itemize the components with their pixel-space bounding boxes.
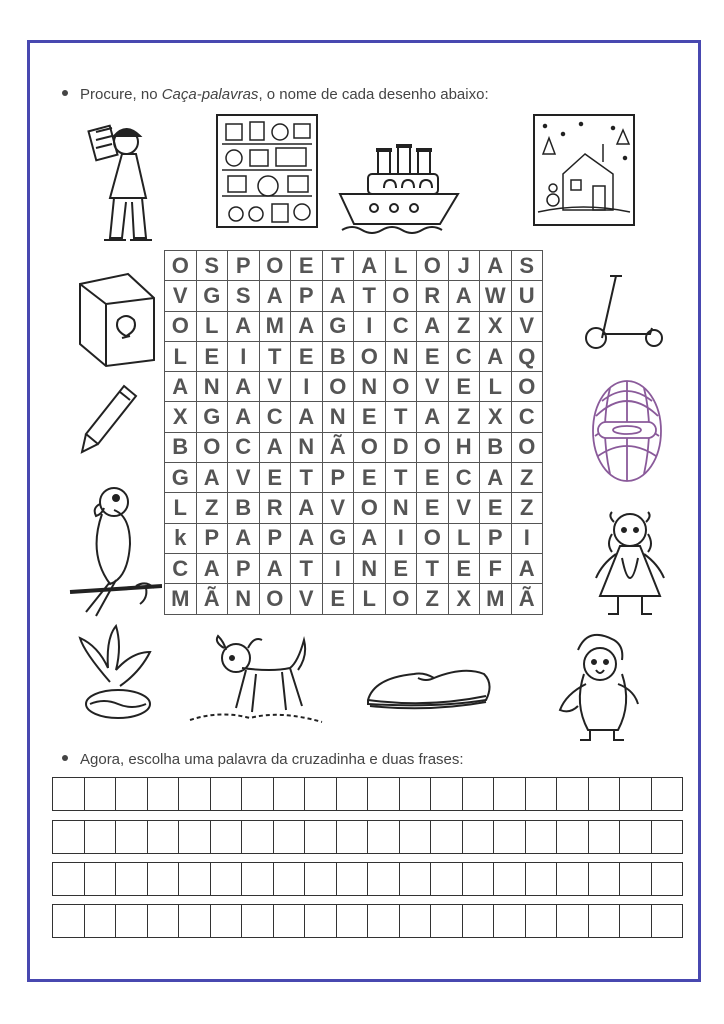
grid-cell[interactable]: E [480, 493, 512, 523]
writing-cell[interactable] [85, 905, 117, 937]
yarn-ball-icon [590, 376, 664, 486]
grid-cell[interactable]: Z [511, 463, 543, 493]
grid-cell[interactable]: C [511, 402, 543, 432]
grid-row [165, 251, 543, 281]
writing-cell[interactable] [305, 778, 337, 810]
grid-cell[interactable]: B [228, 493, 260, 523]
grid-cell[interactable]: A [291, 402, 323, 432]
bullet-icon [62, 755, 68, 761]
grid-cell[interactable]: O [417, 432, 449, 462]
grid-cell[interactable]: O [385, 372, 417, 402]
grid-cell[interactable]: A [291, 523, 323, 553]
writing-cell[interactable] [116, 863, 148, 895]
writing-cell[interactable] [53, 778, 85, 810]
writing-cell[interactable] [337, 905, 369, 937]
grid-cell[interactable]: T [291, 463, 323, 493]
writing-cell[interactable] [242, 905, 274, 937]
grid-cell[interactable]: E [291, 251, 323, 281]
writing-cell[interactable] [463, 905, 495, 937]
writing-row[interactable] [52, 862, 683, 896]
grid-cell[interactable]: O [165, 251, 197, 281]
writing-cell[interactable] [494, 905, 526, 937]
grid-cell[interactable]: C [448, 463, 480, 493]
grid-cell[interactable]: N [354, 372, 386, 402]
writing-cell[interactable] [211, 905, 243, 937]
turnip-icon [68, 624, 160, 726]
pen-icon [80, 382, 140, 456]
writing-cell[interactable] [652, 821, 683, 853]
writing-cell[interactable] [431, 821, 463, 853]
writing-cell[interactable] [368, 821, 400, 853]
grid-cell[interactable]: E [322, 584, 354, 614]
writing-cell[interactable] [652, 863, 683, 895]
writing-cell[interactable] [148, 863, 180, 895]
dog-icon [186, 634, 326, 728]
grid-cell[interactable]: A [511, 553, 543, 583]
writing-cell[interactable] [305, 821, 337, 853]
grid-cell[interactable]: C [259, 402, 291, 432]
grid-cell[interactable]: O [385, 281, 417, 311]
grid-cell[interactable]: O [259, 584, 291, 614]
writing-cell[interactable] [368, 905, 400, 937]
grid-cell[interactable]: Ã [511, 584, 543, 614]
grid-cell[interactable]: D [385, 432, 417, 462]
grid-cell[interactable]: A [322, 281, 354, 311]
grid-cell[interactable]: Z [448, 402, 480, 432]
grid-cell[interactable]: A [165, 372, 197, 402]
grid-row [165, 493, 543, 523]
writing-cell[interactable] [463, 863, 495, 895]
grid-cell[interactable]: V [228, 463, 260, 493]
instruction-write [62, 751, 464, 768]
grid-cell[interactable]: E [417, 493, 449, 523]
grid-cell[interactable]: E [417, 341, 449, 371]
writing-cell[interactable] [116, 778, 148, 810]
grid-cell[interactable]: G [322, 311, 354, 341]
grid-row [165, 402, 543, 432]
writing-cell[interactable] [242, 863, 274, 895]
grid-cell[interactable]: A [259, 281, 291, 311]
writing-cell[interactable] [53, 821, 85, 853]
grid-cell[interactable]: M [480, 584, 512, 614]
grid-row [165, 341, 543, 371]
writing-cell[interactable] [274, 905, 306, 937]
grid-cell[interactable]: B [322, 341, 354, 371]
grid-cell[interactable]: E [417, 463, 449, 493]
grid-cell[interactable]: V [511, 311, 543, 341]
newspaper-boy-icon [86, 118, 166, 252]
writing-cell[interactable] [589, 863, 621, 895]
grid-cell[interactable]: S [511, 251, 543, 281]
instruction-text: Agora, escolha uma palavra da cruzadinha e duas frases: [80, 751, 464, 768]
grid-cell[interactable]: A [228, 523, 260, 553]
grid-cell[interactable]: X [480, 311, 512, 341]
grid-cell[interactable]: Z [417, 584, 449, 614]
grid-cell[interactable]: V [291, 584, 323, 614]
grid-cell[interactable]: T [417, 553, 449, 583]
grid-cell[interactable]: E [259, 463, 291, 493]
grid-cell[interactable]: T [291, 553, 323, 583]
grid-cell[interactable]: E [354, 402, 386, 432]
grid-cell[interactable]: B [165, 432, 197, 462]
writing-cell[interactable] [431, 863, 463, 895]
grid-cell[interactable]: C [385, 311, 417, 341]
grid-row [165, 553, 543, 583]
grid-row [165, 372, 543, 402]
writing-cell[interactable] [148, 821, 180, 853]
grid-cell[interactable]: I [385, 523, 417, 553]
grid-cell[interactable]: L [385, 251, 417, 281]
grid-cell[interactable]: O [417, 251, 449, 281]
grid-cell[interactable]: A [259, 432, 291, 462]
grid-cell[interactable]: S [228, 281, 260, 311]
grid-cell[interactable]: O [165, 311, 197, 341]
writing-cell[interactable] [242, 778, 274, 810]
grid-cell[interactable]: O [354, 493, 386, 523]
writing-cell[interactable] [526, 821, 558, 853]
grid-cell[interactable]: I [511, 523, 543, 553]
grid-cell[interactable]: E [196, 341, 228, 371]
instruction-prefix: Procure, no [80, 86, 162, 103]
grid-cell[interactable]: O [511, 372, 543, 402]
grid-cell[interactable]: T [385, 463, 417, 493]
grid-cell[interactable]: Z [196, 493, 228, 523]
shoe-icon [364, 660, 492, 718]
grid-cell[interactable]: A [448, 281, 480, 311]
grid-cell[interactable]: I [354, 311, 386, 341]
grid-cell[interactable]: Z [448, 311, 480, 341]
grid-cell[interactable]: A [417, 402, 449, 432]
dwarf-icon [548, 630, 644, 744]
grid-cell[interactable]: P [196, 523, 228, 553]
grid-cell[interactable]: A [196, 553, 228, 583]
grid-cell[interactable]: Ã [322, 432, 354, 462]
instruction-find-words [62, 86, 489, 103]
writing-row[interactable] [52, 904, 683, 938]
word-search-grid [164, 250, 543, 615]
grid-cell[interactable]: P [480, 523, 512, 553]
grid-cell[interactable]: O [385, 584, 417, 614]
grid-cell[interactable]: G [322, 523, 354, 553]
writing-cell[interactable] [400, 863, 432, 895]
writing-cell[interactable] [179, 821, 211, 853]
grid-cell[interactable]: G [196, 281, 228, 311]
grid-cell[interactable]: N [228, 584, 260, 614]
writing-cell[interactable] [557, 821, 589, 853]
grid-cell[interactable]: N [196, 372, 228, 402]
grid-cell[interactable]: M [165, 584, 197, 614]
grid-cell[interactable]: A [354, 251, 386, 281]
writing-cell[interactable] [274, 863, 306, 895]
grid-cell[interactable]: k [165, 523, 197, 553]
writing-cell[interactable] [526, 778, 558, 810]
doll-icon [590, 508, 670, 624]
writing-cell[interactable] [557, 863, 589, 895]
grid-cell[interactable]: M [259, 311, 291, 341]
grid-cell[interactable]: V [322, 493, 354, 523]
writing-cell[interactable] [368, 863, 400, 895]
grid-cell[interactable]: X [448, 584, 480, 614]
grid-row [165, 463, 543, 493]
grid-cell[interactable]: I [322, 553, 354, 583]
grid-cell[interactable]: A [228, 372, 260, 402]
grid-cell[interactable]: B [480, 432, 512, 462]
grid-row [165, 432, 543, 462]
grid-cell[interactable]: E [385, 553, 417, 583]
writing-cell[interactable] [148, 778, 180, 810]
grid-cell[interactable]: A [480, 251, 512, 281]
grid-cell[interactable]: V [165, 281, 197, 311]
writing-cell[interactable] [652, 905, 683, 937]
writing-cell[interactable] [305, 905, 337, 937]
toy-store-icon [216, 114, 318, 228]
writing-cell[interactable] [494, 863, 526, 895]
writing-cell[interactable] [557, 778, 589, 810]
writing-cell[interactable] [242, 821, 274, 853]
grid-cell[interactable]: C [448, 341, 480, 371]
writing-cell[interactable] [305, 863, 337, 895]
grid-cell[interactable]: C [165, 553, 197, 583]
grid-cell[interactable]: O [354, 432, 386, 462]
writing-cell[interactable] [274, 778, 306, 810]
grid-cell[interactable]: C [228, 432, 260, 462]
grid-cell[interactable]: A [417, 311, 449, 341]
grid-cell[interactable]: N [291, 432, 323, 462]
grid-row [165, 281, 543, 311]
instruction-suffix: , o nome de cada desenho abaixo: [258, 86, 489, 103]
writing-cell[interactable] [463, 821, 495, 853]
grid-row [165, 584, 543, 614]
grid-cell[interactable]: A [291, 311, 323, 341]
writing-cell[interactable] [589, 778, 621, 810]
writing-cell[interactable] [368, 778, 400, 810]
writing-cell[interactable] [431, 778, 463, 810]
grid-cell[interactable]: O [511, 432, 543, 462]
grid-cell[interactable]: A [196, 463, 228, 493]
grid-cell[interactable]: A [259, 553, 291, 583]
grid-cell[interactable]: P [228, 553, 260, 583]
grid-cell[interactable]: A [480, 341, 512, 371]
grid-cell[interactable]: E [291, 341, 323, 371]
writing-cell[interactable] [148, 905, 180, 937]
grid-cell[interactable]: E [448, 553, 480, 583]
writing-cell[interactable] [463, 778, 495, 810]
grid-cell[interactable]: F [480, 553, 512, 583]
snowy-house-icon [533, 114, 635, 226]
grid-cell[interactable]: V [259, 372, 291, 402]
writing-cell[interactable] [494, 778, 526, 810]
grid-cell[interactable]: R [259, 493, 291, 523]
grid-cell[interactable]: I [291, 372, 323, 402]
grid-cell[interactable]: G [196, 402, 228, 432]
writing-cell[interactable] [337, 863, 369, 895]
grid-cell[interactable]: T [354, 281, 386, 311]
ship-icon [338, 142, 462, 234]
grid-cell[interactable]: X [165, 402, 197, 432]
writing-cell[interactable] [400, 778, 432, 810]
grid-row [165, 311, 543, 341]
grid-cell[interactable]: P [291, 281, 323, 311]
writing-row[interactable] [52, 820, 683, 854]
grid-cell[interactable]: O [259, 251, 291, 281]
grid-cell[interactable]: Z [511, 493, 543, 523]
writing-cell[interactable] [85, 821, 117, 853]
grid-cell[interactable]: T [259, 341, 291, 371]
writing-cell[interactable] [589, 905, 621, 937]
writing-cell[interactable] [274, 821, 306, 853]
writing-cell[interactable] [85, 863, 117, 895]
bullet-icon [62, 90, 68, 96]
grid-cell[interactable]: J [448, 251, 480, 281]
grid-cell[interactable]: N [354, 553, 386, 583]
grid-cell[interactable]: O [196, 432, 228, 462]
writing-cell[interactable] [179, 778, 211, 810]
writing-cell[interactable] [179, 863, 211, 895]
grid-cell[interactable]: O [354, 341, 386, 371]
grid-cell[interactable]: N [385, 493, 417, 523]
writing-row[interactable] [52, 777, 683, 811]
writing-cell[interactable] [337, 821, 369, 853]
writing-cell[interactable] [53, 905, 85, 937]
writing-cell[interactable] [211, 863, 243, 895]
grid-cell[interactable]: R [417, 281, 449, 311]
grid-cell[interactable]: I [228, 341, 260, 371]
writing-cell[interactable] [85, 778, 117, 810]
scooter-icon [580, 272, 666, 352]
writing-cell[interactable] [526, 905, 558, 937]
grid-cell[interactable]: G [165, 463, 197, 493]
grid-cell[interactable]: V [448, 493, 480, 523]
grid-cell[interactable]: H [448, 432, 480, 462]
grid-cell[interactable]: Ã [196, 584, 228, 614]
writing-cell[interactable] [620, 821, 652, 853]
grid-cell[interactable]: N [385, 341, 417, 371]
writing-cell[interactable] [116, 905, 148, 937]
grid-cell[interactable]: A [354, 523, 386, 553]
grid-cell[interactable]: O [322, 372, 354, 402]
writing-cell[interactable] [620, 778, 652, 810]
writing-cell[interactable] [557, 905, 589, 937]
writing-cell[interactable] [400, 905, 432, 937]
writing-cell[interactable] [337, 778, 369, 810]
grid-cell[interactable]: E [448, 372, 480, 402]
writing-cell[interactable] [431, 905, 463, 937]
writing-cell[interactable] [211, 778, 243, 810]
writing-cell[interactable] [211, 821, 243, 853]
grid-cell[interactable]: L [448, 523, 480, 553]
grid-cell[interactable]: X [480, 402, 512, 432]
grid-cell[interactable]: E [354, 463, 386, 493]
writing-cell[interactable] [526, 863, 558, 895]
grid-cell[interactable]: A [291, 493, 323, 523]
writing-cell[interactable] [620, 863, 652, 895]
grid-cell[interactable]: L [354, 584, 386, 614]
writing-cell[interactable] [620, 905, 652, 937]
writing-cell[interactable] [652, 778, 683, 810]
grid-cell[interactable]: L [165, 341, 197, 371]
grid-cell[interactable]: O [417, 523, 449, 553]
writing-cell[interactable] [494, 821, 526, 853]
writing-cell[interactable] [53, 863, 85, 895]
grid-cell[interactable]: T [385, 402, 417, 432]
grid-cell[interactable]: U [511, 281, 543, 311]
grid-cell[interactable]: A [228, 402, 260, 432]
writing-cell[interactable] [179, 905, 211, 937]
grid-cell[interactable]: P [259, 523, 291, 553]
grid-row [165, 523, 543, 553]
grid-cell[interactable]: A [480, 463, 512, 493]
parrot-icon [66, 482, 162, 618]
instruction-italic: Caça-palavras [161, 86, 259, 103]
grid-cell[interactable]: N [322, 402, 354, 432]
grid-cell[interactable]: L [196, 311, 228, 341]
grid-cell[interactable]: W [480, 281, 512, 311]
writing-cell[interactable] [400, 821, 432, 853]
grid-cell[interactable]: Q [511, 341, 543, 371]
grid-cell[interactable]: T [322, 251, 354, 281]
grid-cell[interactable]: P [228, 251, 260, 281]
writing-cell[interactable] [589, 821, 621, 853]
grid-cell[interactable]: S [196, 251, 228, 281]
milk-carton-icon [72, 268, 160, 368]
grid-cell[interactable]: V [417, 372, 449, 402]
grid-cell[interactable]: L [165, 493, 197, 523]
writing-cell[interactable] [116, 821, 148, 853]
grid-cell[interactable]: L [480, 372, 512, 402]
grid-cell[interactable]: P [322, 463, 354, 493]
grid-cell[interactable]: A [228, 311, 260, 341]
